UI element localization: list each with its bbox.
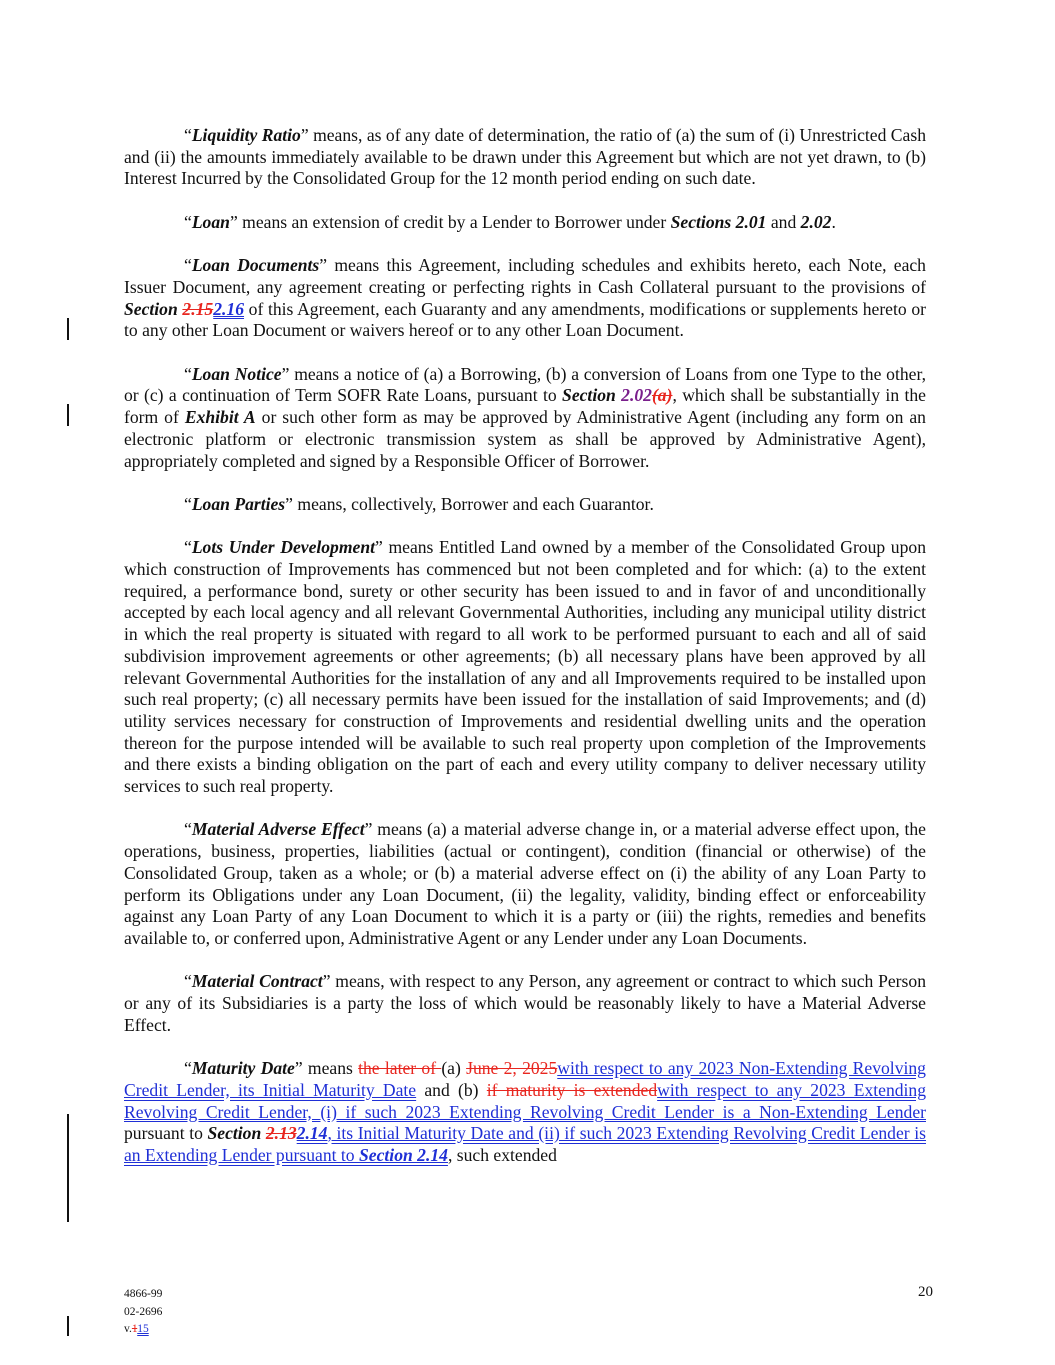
deleted-text: June 2, 2025	[466, 1058, 558, 1079]
defined-term: Liquidity Ratio	[191, 125, 301, 145]
inserted-text: 2.14	[296, 1123, 328, 1144]
inserted-text: , its Initial Maturity Date and (ii) if such 2023 Extending Revolving Credit Lender is an Extending Lender pursuant to	[124, 1123, 926, 1165]
definition-text: , which shall be substantially in the form of	[124, 385, 926, 428]
definition-material-adverse-effect: “Material Adverse Effect” means (a) a material adverse change in, or a material adverse effect upon, the operations, business, properties, liabilities (actual or contingent), condition (financial or otherwise) of the Consolidated Group, taken as a whole; or (b) a material adverse effect on (i) the ability of any Loan Party to perform its Obligations under any Loan Document, (ii) the legality, validity, binding effect or enforceability against any Loan Party of any Loan Document to which it is a party or (iii) the rights, remedies and benefits available to, or conferred upon, Administrative Agent or any Lender under any Loan Documents.	[124, 819, 926, 948]
definition-loan-notice: “Loan Notice” means a notice of (a) a Borrowing, (b) a conversion of Loans from one Type to the other, or (c) a continuation of Term SOFR Rate Loans, pursuant to Section 2.02(a), which shall be substantially in the form of Exhibit A or such other form as may be approved by Administrative Agent (including any form on an electronic platform or electronic transmission system as shall be approved by Administrative Agent), appropriately completed and signed by a Responsible Officer of Borrower.	[124, 363, 926, 471]
definition-loan-documents: “Loan Documents” means this Agreement, including schedules and exhibits hereto, each Note, each Issuer Document, any agreement creating or perfecting rights in Cash Collateral pursuant to the provisions of Section 2.152.16 of this Agreement, each Guaranty and any amendments, modifications or supplements hereto or to any other Loan Document or waivers hereof or to any other Loan Document.	[124, 255, 926, 341]
deleted-text: the later of	[358, 1058, 442, 1079]
definition-text: of this Agreement, each Guaranty and any amendments, modifications or supplements hereto or to any other Loan Document or waivers hereof or to any other Loan Document.	[124, 298, 926, 341]
inserted-text: with respect to any 2023 Non-Extending Revolving Credit Lender, its Initial Maturity Date	[124, 1058, 926, 1100]
change-bar	[67, 404, 69, 426]
defined-term: Loan	[191, 211, 230, 232]
doc-number-line1: 4866-99	[124, 1288, 163, 1300]
definition-text: means this Agreement, including schedules and exhibits hereto, each Note, each Issuer Document, any agreement creating or perfecting rights in Cash Collateral pursuant to the provisions of	[124, 255, 926, 297]
change-bar	[67, 1114, 69, 1222]
version-inserted: 15	[137, 1323, 149, 1335]
definition-text: .	[831, 211, 836, 232]
defined-term: Lots Under Development	[191, 537, 376, 558]
definition-text: pursuant to	[124, 1123, 203, 1144]
definition-liquidity-ratio: “Liquidity Ratio” means, as of any date of determination, the ratio of (a) the sum of (i) Unrestricted Cash and (ii) the amounts immediately available to be drawn under this Agreement but which are not yet drawn, to (b) Interest Incurred by the Consolidated Group for the 12 month period ending on such date.	[124, 125, 926, 189]
deleted-text: (a)	[651, 385, 673, 406]
section-reference: Sections 2.01	[670, 211, 767, 232]
doc-number-line2: 02-2696	[124, 1305, 163, 1318]
moved-text: 2.02	[621, 385, 652, 406]
document-page	[124, 125, 926, 1188]
definition-text: means (a) a material adverse change in, or a material adverse effect upon, the operations, business, properties, liabilities (actual or contingent), condition (financial or otherwise) of the Consolidated Group, taken as a whole; or (b) a material adverse effect on (i) the ability of any Loan Party to perform its Obligations under any Loan Document, (ii) the legality, validity, binding effect or enforceability against any Loan Party of any Loan Document to which it is a party or (iii) the rights, remedies and benefits available to, or conferred upon, Administrative Agent or any Lender under any Loan Documents.	[124, 819, 926, 948]
exhibit-reference: Exhibit A	[184, 407, 256, 428]
definition-text: (a)	[441, 1058, 461, 1079]
deleted-text: 2.13	[265, 1123, 297, 1144]
defined-term: Loan Notice	[191, 363, 282, 384]
version-prefix: v.	[124, 1323, 132, 1335]
defined-term: Maturity Date	[191, 1058, 295, 1079]
definition-text: or such other form as may be approved by Administrative Agent (including any form on an electronic platform or electronic transmission system as shall be approved by Administrative Agent), appropriately completed and signed by a Responsible Officer of Borrower.	[124, 407, 926, 471]
definition-text: means a notice of (a) a Borrowing, (b) a conversion of Loans from one Type to the other, or (c) a continuation of Term SOFR Rate Loans, pursuant to	[124, 363, 926, 406]
defined-term: Material Adverse Effect	[191, 819, 365, 840]
definition-text: means	[307, 1058, 353, 1079]
definition-text: means, with respect to any Person, any agreement or contract to which such Person or any of its Subsidiaries is a party the loss of which would be reasonably likely to have a Material Adverse Effect.	[124, 971, 926, 1035]
version-deleted: 1	[131, 1323, 138, 1335]
definition-maturity-date: “Maturity Date” means the later of (a) June 2, 2025with respect to any 2023 Non-Extending Revolving Credit Lender, its Initial Maturity Date and (b) if maturity is extendedwith respect to any 2023 Extending Revolving Credit Lender, (i) if such 2023 Extending Revolving Credit Lender is a Non-Extending Lender pursuant to Section 2.132.14, its Initial Maturity Date and (ii) if such 2023 Extending Revolving Credit Lender is an Extending Lender pursuant to Section 2.14, such extended	[124, 1058, 927, 1165]
defined-term: Loan Parties	[191, 493, 286, 514]
deleted-text: 2.15	[182, 298, 214, 319]
defined-term: Material Contract	[191, 971, 323, 992]
section-label: Section	[562, 385, 616, 406]
definition-lots-under-development: “Lots Under Development” means Entitled Land owned by a member of the Consolidated Group upon which construction of Improvements has commenced but not been completed and for which: (a) to the extent required, a performance bond, surety or other security has been issued to and in favor of and unconditionally accepted by each local agency and all relevant Governmental Authorities, including any municipal utility district in which the real property is situated with regard to all work to be performed pursuant to each and all of said subdivision improvement agreements or other agreements; (b) all necessary plans have been approved by all relevant Governmental Authorities for the installation of any and all Improvements required to be installed upon such real property; (c) all necessary permits have been issued for the installation of said Improvements; and (d) utility services necessary for construction of Improvements and residential dwelling units and the operation thereon for the purpose intended will be available to such real property upon completion of the Improvements and there exists a binding obligation on the part of each and every utility company to deliver necessary utility services to such real property.	[124, 537, 926, 797]
deleted-text: if maturity is extended	[486, 1079, 658, 1100]
section-reference: 2.02	[800, 211, 832, 232]
change-bar	[67, 1316, 69, 1336]
definition-material-contract: “Material Contract” means, with respect to any Person, any agreement or contract to which such Person or any of its Subsidiaries is a party the loss of which would be reasonably likely to have a Material Adverse Effect.	[124, 971, 926, 1035]
inserted-section-reference: Section 2.14	[359, 1144, 448, 1165]
definition-text: means, as of any date of determination, the ratio of (a) the sum of (i) Unrestricted Cash and (ii) the amounts immediately available to be drawn under this Agreement but which are not yet drawn, to (b) Interest Incurred by the Consolidated Group for the 12 month period ending on such date.	[124, 125, 926, 189]
section-label: Section	[207, 1123, 262, 1144]
page-number: 20	[918, 1284, 933, 1300]
definition-text: and	[770, 211, 797, 232]
version-line	[124, 1321, 162, 1339]
section-label: Section	[124, 298, 178, 319]
definition-loan: “Loan” means an extension of credit by a Lender to Borrower under Sections 2.01 and 2.02.	[184, 211, 836, 232]
change-bar	[67, 318, 69, 340]
inserted-text: with respect to any 2023 Extending Revolving Credit Lender, (i) if such 2023 Extending Revolving Credit Lender is a Non-Extending Lender	[124, 1079, 927, 1122]
inserted-text: 2.16	[213, 298, 245, 319]
defined-term: Loan Documents	[191, 255, 320, 276]
definition-text: means, collectively, Borrower and each Guarantor.	[297, 493, 654, 514]
definition-text: , such extended	[447, 1144, 557, 1165]
definition-text: means Entitled Land owned by a member of the Consolidated Group upon which construction of Improvements has commenced but not been completed and for which: (a) to the extent required, a performance bond, surety or other security has been issued to and in favor of and unconditionally accepted by each local agency and all relevant Governmental Authorities, including any municipal utility district in which the real property is situated with regard to all work to be performed pursuant to each and all of said subdivision improvement agreements or other agreements; (b) all necessary plans have been approved by all relevant Governmental Authorities for the installation of any and all Improvements required to be installed upon such real property; (c) all necessary permits have been issued for the installation of said Improvements; and (d) utility services necessary for construction of Improvements and residential dwelling units and the operation thereon for the purpose intended will be available to such real property upon completion of the Improvements and there exists a binding obligation on the part of each and every utility company to deliver necessary utility services to such real property.	[124, 537, 926, 797]
definition-loan-parties: “Loan Parties” means, collectively, Borrower and each Guarantor.	[184, 493, 654, 514]
document-id-footer	[124, 1286, 162, 1339]
definition-text: means an extension of credit by a Lender to Borrower under	[242, 211, 667, 232]
definition-text: and (b)	[424, 1079, 479, 1100]
